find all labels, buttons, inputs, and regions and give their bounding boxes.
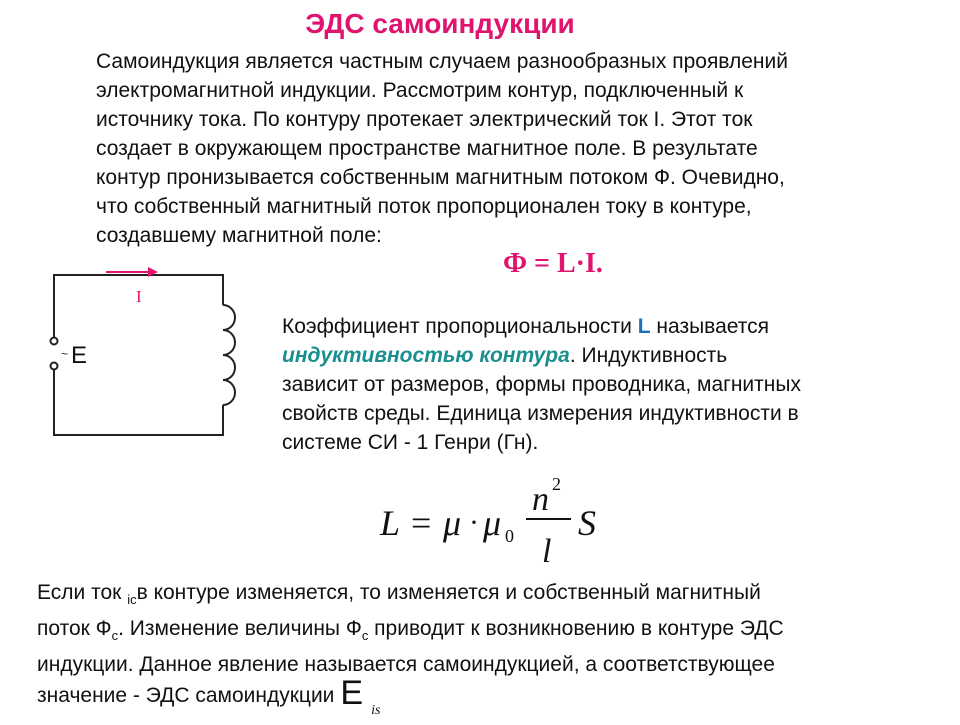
L-symbol: L bbox=[637, 315, 651, 338]
conclusion-line: поток $Ф_c$. Изменение величины $Ф_c$ приводит к возникновению в контуре ЭДС bbox=[37, 617, 784, 644]
inductance-paragraph bbox=[282, 312, 882, 457]
inductance-line: системе СИ - 1 Генри (Гн). bbox=[282, 431, 539, 454]
intro-line: создавшему магнитной поле: bbox=[96, 224, 382, 247]
inductance-line: индуктивностью контура. Индуктивность bbox=[282, 344, 728, 367]
intro-line: Самоиндукция является частным случаем разнообразных проявлений bbox=[96, 50, 788, 73]
formula-mu0-sub: 0 bbox=[505, 526, 514, 546]
emf-symbol: E bbox=[340, 674, 364, 713]
conclusion-paragraph bbox=[37, 578, 937, 725]
coil-icon bbox=[223, 305, 235, 405]
intro-line: создает в окружающем пространстве магнитное поле. В результате bbox=[96, 137, 758, 160]
emf-subscript: is bbox=[371, 703, 381, 719]
intro-line: контур пронизывается собственным магнитным потоком Ф. Очевидно, bbox=[96, 166, 785, 189]
page-title: ЭДС самоиндукции bbox=[305, 8, 575, 39]
flux-formula: Ф = L·I. bbox=[503, 248, 603, 279]
formula-mu0: μ bbox=[483, 503, 502, 543]
source-symbol: ~ bbox=[61, 347, 69, 361]
terminal-bottom-icon bbox=[51, 363, 58, 370]
conclusion-line: индукции. Данное явление называется самоиндукцией, а соответствующее bbox=[37, 653, 775, 677]
formula-mu: μ bbox=[443, 503, 462, 543]
inductance-term: индуктивностью контура bbox=[282, 344, 570, 367]
intro-line: электромагнитной индукции. Рассмотрим контур, подключенный к bbox=[96, 79, 744, 102]
source-label: E bbox=[71, 342, 88, 369]
circuit-diagram bbox=[40, 262, 260, 444]
current-label: I bbox=[136, 287, 142, 306]
formula-equals: = bbox=[411, 503, 432, 543]
inductance-formula bbox=[375, 470, 615, 570]
terminal-top-icon bbox=[51, 338, 58, 345]
formula-S: S bbox=[578, 503, 596, 543]
formula-denominator: l bbox=[542, 533, 552, 570]
wire-bottom bbox=[54, 370, 223, 435]
formula-numerator-sup: 2 bbox=[552, 474, 561, 494]
conclusion-line: значение - ЭДС самоиндукции E $_{is}$ bbox=[37, 674, 381, 719]
wire-top bbox=[54, 275, 223, 337]
inductance-line: Коэффициент пропорциональности L называется bbox=[282, 315, 769, 338]
intro-line: источнику тока. По контуру протекает электрический ток I. Этот ток bbox=[96, 108, 753, 131]
inductance-line: зависит от размеров, формы проводника, магнитных bbox=[282, 373, 801, 396]
formula-numerator: n bbox=[532, 481, 549, 518]
inductance-line: свойств среды. Единица измерения индуктивности в bbox=[282, 402, 799, 425]
conclusion-line: Если ток $_{ic}$в контуре изменяется, то изменяется и собственный магнитный bbox=[37, 581, 761, 608]
formula-lhs: L bbox=[380, 503, 401, 543]
intro-line: что собственный магнитный поток пропорционален току в контуре, bbox=[96, 195, 752, 218]
intro-paragraph bbox=[96, 47, 896, 250]
formula-dot: · bbox=[469, 506, 479, 539]
